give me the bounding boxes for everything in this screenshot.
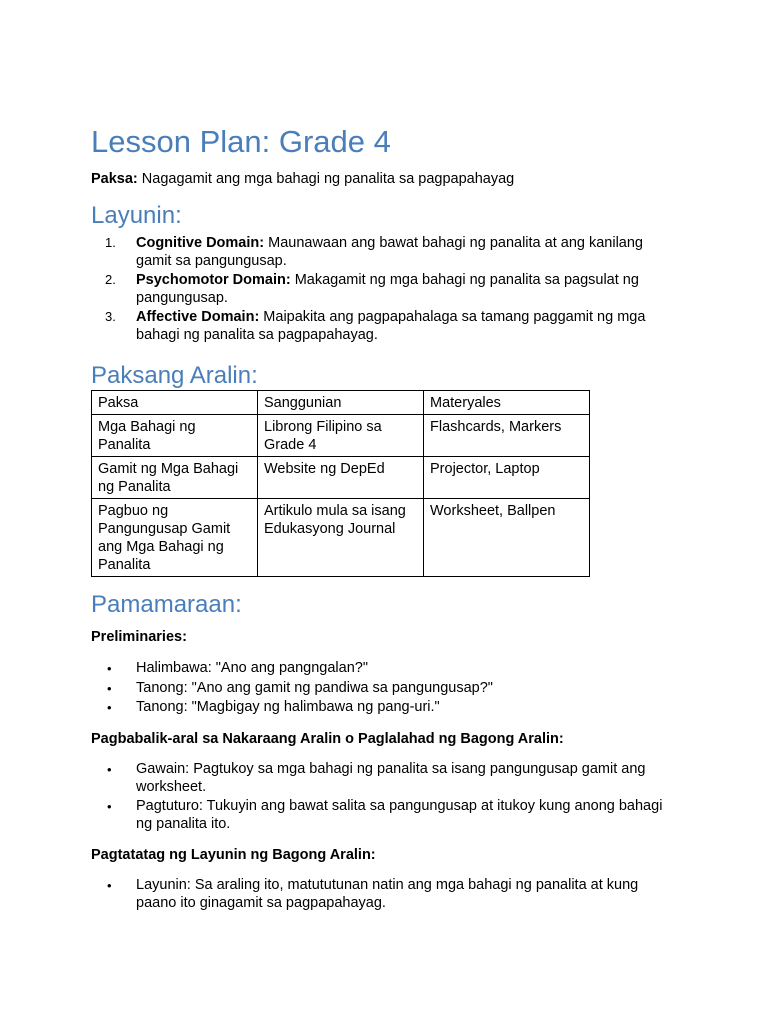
review-heading: Pagbabalik-aral sa Nakaraang Aralin o Paglalahad ng Bagong Aralin: xyxy=(91,731,564,747)
list-item-text: Gawain: Pagtukoy sa mga bahagi ng panalita sa isang pangungusap gamit ang worksheet. xyxy=(136,761,646,795)
list-item-text: Pagtuturo: Tukuyin ang bawat salita sa pangungusap at itukoy kung anong bahagi ng panalita ito. xyxy=(136,798,663,832)
page-title: Lesson Plan: Grade 4 xyxy=(91,124,391,159)
table-cell: Gamit ng Mga Bahagi ng Panalita xyxy=(92,457,258,499)
list-item xyxy=(91,680,681,698)
objectives-list xyxy=(91,234,681,345)
list-item xyxy=(91,761,681,796)
objective-label: Affective Domain: xyxy=(136,309,260,325)
topic-text: Nagagamit ang mga bahagi ng panalita sa pagpapahayag xyxy=(137,171,515,187)
table-row xyxy=(92,415,590,457)
list-number: 2. xyxy=(105,272,116,287)
objective-label: Psychomotor Domain: xyxy=(136,272,291,288)
table-header-cell: Materyales xyxy=(424,391,590,415)
table-header-row xyxy=(92,391,590,415)
bullet-icon: • xyxy=(107,661,112,676)
list-item-text: Tanong: "Magbigay ng halimbawa ng pang-uri." xyxy=(136,699,440,715)
objective-text: Maipakita ang pagpapahalaga sa tamang paggamit ng mga bahagi ng panalita sa pagpapahayag. xyxy=(136,309,646,343)
table-cell: Projector, Laptop xyxy=(424,457,590,499)
list-item xyxy=(91,877,681,912)
objectives-heading: Layunin: xyxy=(91,202,182,229)
bullet-icon: • xyxy=(107,680,112,696)
table-row xyxy=(92,457,590,499)
review-list xyxy=(91,761,681,835)
bullet-icon: • xyxy=(107,762,112,777)
table-cell: Flashcards, Markers xyxy=(424,415,590,457)
bullet-icon: • xyxy=(107,799,112,814)
list-item xyxy=(91,699,681,717)
objective-item xyxy=(91,271,681,307)
table-cell: Artikulo mula sa isang Edukasyong Journal xyxy=(258,499,424,577)
topic-label: Paksa: xyxy=(91,171,138,187)
list-item-text: Layunin: Sa araling ito, matututunan natin ang mga bahagi ng panalita at kung paano ito ginagamit sa pagpapahayag. xyxy=(136,877,639,911)
subject-matter-table xyxy=(91,390,590,577)
topic-line xyxy=(91,171,514,187)
procedure-heading: Pamamaraan: xyxy=(91,591,242,618)
list-number: 3. xyxy=(105,309,116,324)
objective-item xyxy=(91,308,681,344)
table-row xyxy=(92,499,590,577)
objective-label: Cognitive Domain: xyxy=(136,235,265,251)
list-item xyxy=(91,798,681,833)
table-cell: Worksheet, Ballpen xyxy=(424,499,590,577)
bullet-icon: • xyxy=(107,700,112,715)
list-number: 1. xyxy=(105,235,116,250)
objective-setting-list xyxy=(91,877,681,914)
subject-matter-heading: Paksang Aralin: xyxy=(91,362,258,389)
table-cell: Mga Bahagi ng Panalita xyxy=(92,415,258,457)
objective-setting-heading: Pagtatatag ng Layunin ng Bagong Aralin: xyxy=(91,847,376,863)
list-item-text: Tanong: "Ano ang gamit ng pandiwa sa pangungusap?" xyxy=(136,679,493,696)
objective-item xyxy=(91,234,681,270)
preliminaries-heading: Preliminaries: xyxy=(91,629,187,645)
preliminaries-list xyxy=(91,660,681,719)
objective-text: Makagamit ng mga bahagi ng panalita sa pagsulat ng pangungusap. xyxy=(136,272,639,306)
table-header-cell: Sanggunian xyxy=(258,391,424,415)
table-header-cell: Paksa xyxy=(92,391,258,415)
table-cell: Website ng DepEd xyxy=(258,457,424,499)
objective-text: Maunawaan ang bawat bahagi ng panalita at ang kanilang gamit sa pangungusap. xyxy=(136,235,643,269)
list-item-text: Halimbawa: "Ano ang pangngalan?" xyxy=(136,660,368,676)
bullet-icon: • xyxy=(107,878,112,893)
table-cell: Pagbuo ng Pangungusap Gamit ang Mga Bahagi ng Panalita xyxy=(92,499,258,577)
table-cell: Librong Filipino sa Grade 4 xyxy=(258,415,424,457)
list-item xyxy=(91,660,681,678)
